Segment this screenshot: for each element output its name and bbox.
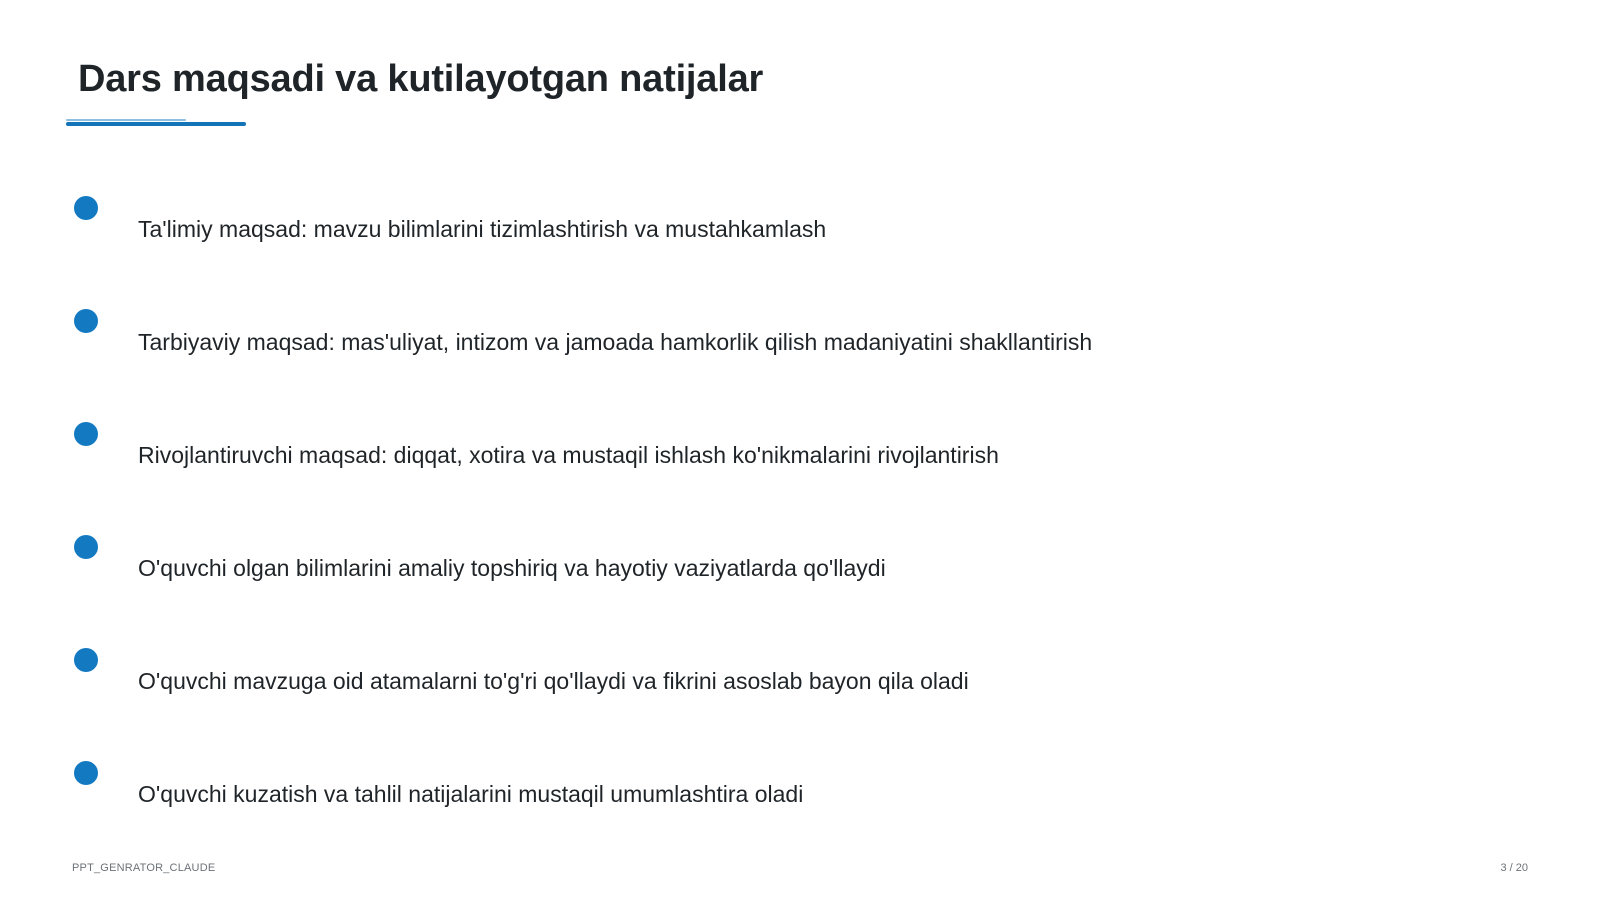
bullet-dot-icon [74, 535, 98, 559]
bullet-dot-icon [74, 422, 98, 446]
bullet-text: Rivojlantiruvchi maqsad: diqqat, xotira va mustaqil ishlash ko'nikmalarini rivojlantirish [138, 442, 999, 468]
page-indicator: 3 / 20 [1500, 862, 1528, 874]
bullet-text: O'quvchi olgan bilimlarini amaliy topshiriq va hayotiy vaziyatlarda qo'llaydi [138, 555, 886, 581]
footer-generator-label: PPT_GENRATOR_CLAUDE [72, 862, 216, 874]
bullet-text: O'quvchi mavzuga oid atamalarni to'g'ri qo'llaydi va fikrini asoslab bayon qila oladi [138, 668, 969, 694]
bullet-item [0, 761, 1600, 821]
bullet-item [0, 196, 1600, 256]
slide-title: Dars maqsadi va kutilayotgan natijalar [78, 58, 764, 100]
bullet-item [0, 309, 1600, 369]
bullet-item [0, 648, 1600, 708]
bullet-text: Ta'limiy maqsad: mavzu bilimlarini tizimlashtirish va mustahkamlash [138, 216, 827, 242]
bullet-dot-icon [74, 196, 98, 220]
title-underline [66, 122, 246, 126]
bullet-text: O'quvchi kuzatish va tahlil natijalarini mustaqil umumlashtira oladi [138, 781, 804, 807]
bullet-dot-icon [74, 309, 98, 333]
bullet-text: Tarbiyaviy maqsad: mas'uliyat, intizom va jamoada hamkorlik qilish madaniyatini shakllantirish [138, 329, 1093, 355]
bullet-dot-icon [74, 761, 98, 785]
bullet-dot-icon [74, 648, 98, 672]
bullet-item [0, 422, 1600, 482]
bullet-item [0, 535, 1600, 595]
